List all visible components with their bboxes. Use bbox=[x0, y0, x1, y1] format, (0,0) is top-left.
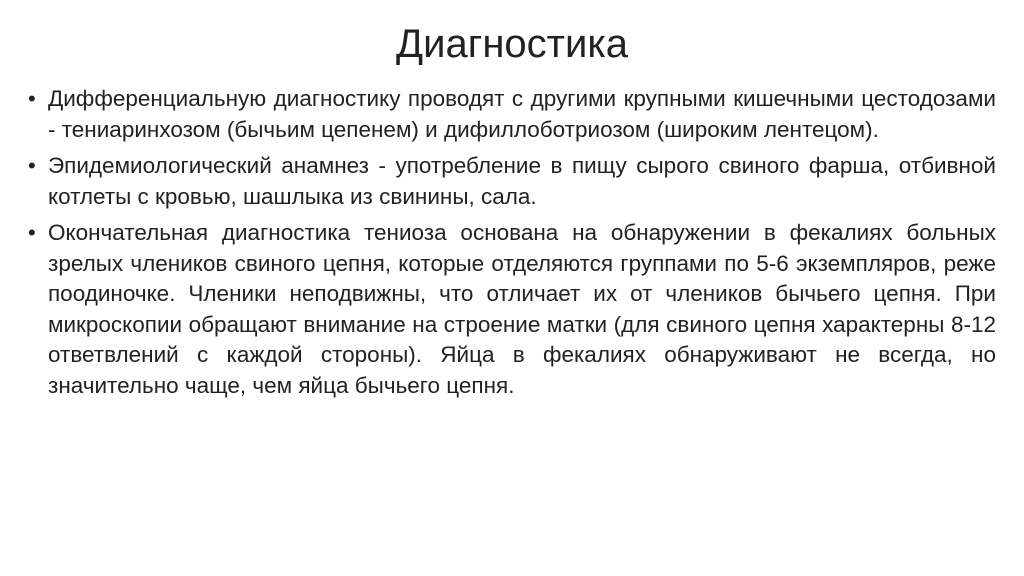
bullet-point-icon: • bbox=[28, 153, 36, 178]
bullet-text: Эпидемиологический анамнез - употребление в пищу сырого свиного фарша, отбивной котлеты с кровью, шашлыка из свинины, сала. bbox=[48, 153, 996, 209]
bullet-point-icon: • bbox=[28, 86, 36, 111]
slide-title: Диагностика bbox=[396, 22, 628, 66]
bullet-list bbox=[28, 84, 996, 407]
bullet-item bbox=[28, 151, 996, 212]
bullet-text: Окончательная диагностика тениоза основана на обнаружении в фекалиях больных зрелых члеников свиного цепня, которые отделяются группами по 5-6 экземпляров, реже поодиночке. Членики неподвижны, что отличает их от члеников бычьего цепня. При микроскопии обращают внимание на строение матки (для свиного цепня характерны 8-12 ответвлений с каждой стороны). Яйца в фекалиях обнаруживают не всегда, но значительно чаще, чем яйца бычьего цепня. bbox=[48, 220, 996, 398]
bullet-text: Дифференциальную диагностику проводят с другими крупными кишечными цестодозами - тениаринхозом (бычьим цепенем) и дифиллоботриозом (широким лентецом). bbox=[48, 86, 996, 142]
bullet-point-icon: • bbox=[28, 220, 36, 245]
bullet-item bbox=[28, 218, 996, 401]
bullet-item bbox=[28, 84, 996, 145]
